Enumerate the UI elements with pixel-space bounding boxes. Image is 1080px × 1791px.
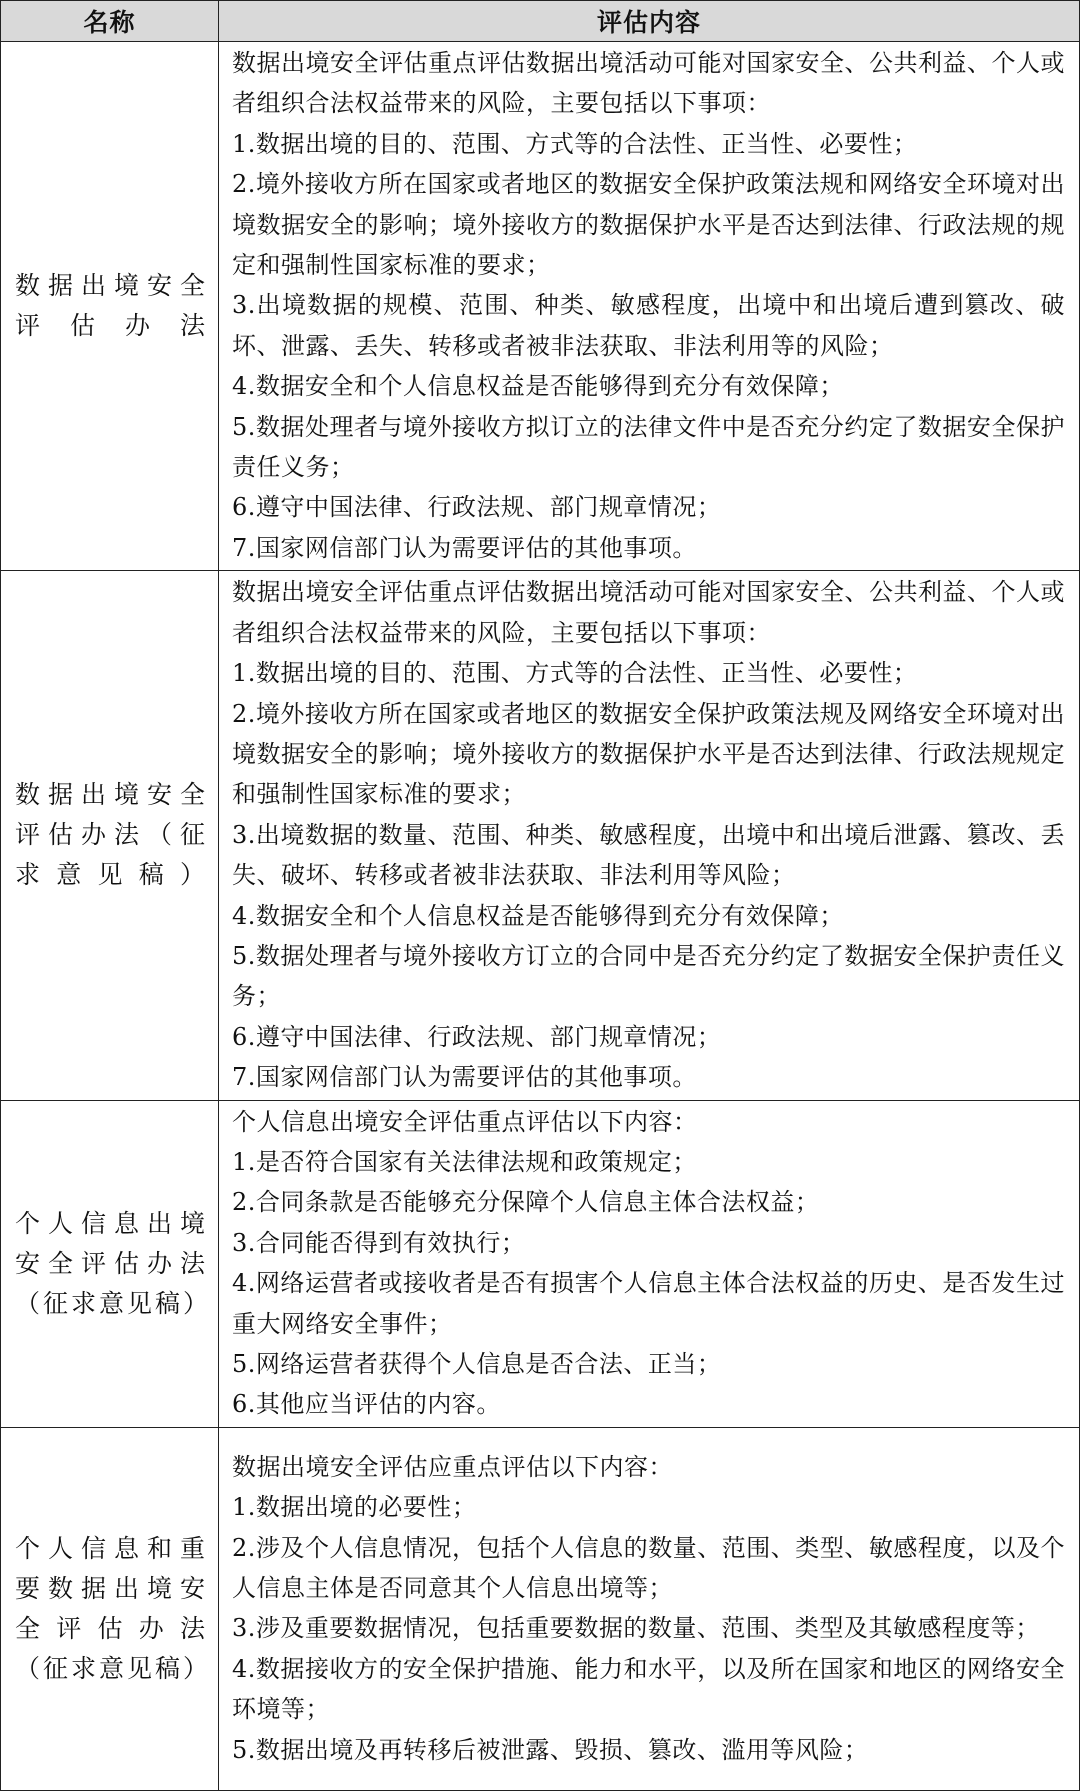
- assessment-content-cell: [219, 1427, 1080, 1790]
- content-item: 4.数据接收方的安全保护措施、能力和水平，以及所在国家和地区的网络安全环境等；: [232, 1654, 1065, 1724]
- regulation-name-cell: 数据出境安全评估办法: [1, 42, 219, 571]
- content-item: 1.数据出境的必要性；: [232, 1493, 477, 1522]
- content-item: 2.境外接收方所在国家或者地区的数据安全保护政策法规及网络安全环境对出境数据安全的影响；境外接收方的数据保护水平是否达到法律、行政法规规定和强制性国家标准的要求；: [232, 699, 1065, 809]
- content-item: 2.涉及个人信息情况，包括个人信息的数量、范围、类型、敏感程度，以及个人信息主体是否同意其个人信息出境等；: [232, 1533, 1065, 1602]
- assessment-content-cell: [219, 1100, 1080, 1427]
- content-item: 6.遵守中国法律、行政法规、部门规章情况；: [232, 1022, 722, 1051]
- content-item: 7.国家网信部门认为需要评估的其他事项。: [232, 533, 697, 562]
- content-item: 6.其他应当评估的内容。: [232, 1390, 501, 1419]
- content-item: 4.网络运营者或接收者是否有损害个人信息主体合法权益的历史、是否发生过重大网络安全事件；: [232, 1269, 1065, 1338]
- regulation-name-cell: 数据出境安全评估办法（征求意见稿）: [1, 571, 219, 1100]
- regulation-name-cell: 个人信息出境安全评估办法（征求意见稿）: [1, 1100, 219, 1427]
- assessment-content-cell: [219, 571, 1080, 1100]
- table-row: [1, 42, 1080, 571]
- content-item: 5.数据出境及再转移后被泄露、毁损、篡改、滥用等风险；: [232, 1735, 869, 1764]
- content-item: 5.数据处理者与境外接收方拟订立的法律文件中是否充分约定了数据安全保护责任义务；: [232, 412, 1065, 482]
- content-item: 1.数据出境的目的、范围、方式等的合法性、正当性、必要性；: [232, 129, 918, 158]
- content-item: 4.数据安全和个人信息权益是否能够得到充分有效保障；: [232, 901, 844, 930]
- content-item: 2.合同条款是否能够充分保障个人信息主体合法权益；: [232, 1188, 820, 1217]
- content-item: 7.国家网信部门认为需要评估的其他事项。: [232, 1063, 697, 1092]
- content-item: 3.出境数据的数量、范围、种类、敏感程度，出境中和出境后泄露、篡改、丢失、破坏、转移或者被非法获取、非法利用等风险；: [232, 820, 1065, 890]
- content-item: 3.合同能否得到有效执行；: [232, 1228, 526, 1257]
- content-item: 1.数据出境的目的、范围、方式等的合法性、正当性、必要性；: [232, 659, 918, 688]
- content-item: 3.涉及重要数据情况，包括重要数据的数量、范围、类型及其敏感程度等；: [232, 1614, 1040, 1643]
- content-item: 6.遵守中国法律、行政法规、部门规章情况；: [232, 493, 722, 522]
- table-row: [1, 1427, 1080, 1790]
- content-intro: 数据出境安全评估重点评估数据出境活动可能对国家安全、公共利益、个人或者组织合法权益带来的风险，主要包括以下事项：: [232, 49, 1065, 118]
- content-item: 2.境外接收方所在国家或者地区的数据安全保护政策法规和网络安全环境对出境数据安全的影响；境外接收方的数据保护水平是否达到法律、行政法规的规定和强制性国家标准的要求；: [232, 170, 1065, 280]
- assessment-content-cell: [219, 42, 1080, 571]
- content-intro: 数据出境安全评估应重点评估以下内容：: [232, 1452, 673, 1481]
- content-intro: 数据出境安全评估重点评估数据出境活动可能对国家安全、公共利益、个人或者组织合法权益带来的风险，主要包括以下事项：: [232, 578, 1065, 647]
- content-item: 5.网络运营者获得个人信息是否合法、正当；: [232, 1350, 722, 1378]
- header-content-cell: 评估内容: [219, 1, 1080, 42]
- content-intro: 个人信息出境安全评估重点评估以下内容：: [232, 1107, 698, 1136]
- content-item: 4.数据安全和个人信息权益是否能够得到充分有效保障；: [232, 372, 844, 401]
- header-name-cell: 名称: [1, 1, 219, 42]
- content-item: 5.数据处理者与境外接收方订立的合同中是否充分约定了数据安全保护责任义务；: [232, 941, 1065, 1011]
- table-row: [1, 571, 1080, 1100]
- table-row: [1, 1100, 1080, 1427]
- table-header-row: [1, 1, 1080, 42]
- content-item: 3.出境数据的规模、范围、种类、敏感程度，出境中和出境后遭到篡改、破坏、泄露、丢失、转移或者被非法获取、非法利用等的风险；: [232, 291, 1065, 360]
- content-item: 1.是否符合国家有关法律法规和政策规定；: [232, 1147, 697, 1176]
- regulation-name-cell: 个人信息和重要数据出境安全评估办法（征求意见稿）: [1, 1427, 219, 1790]
